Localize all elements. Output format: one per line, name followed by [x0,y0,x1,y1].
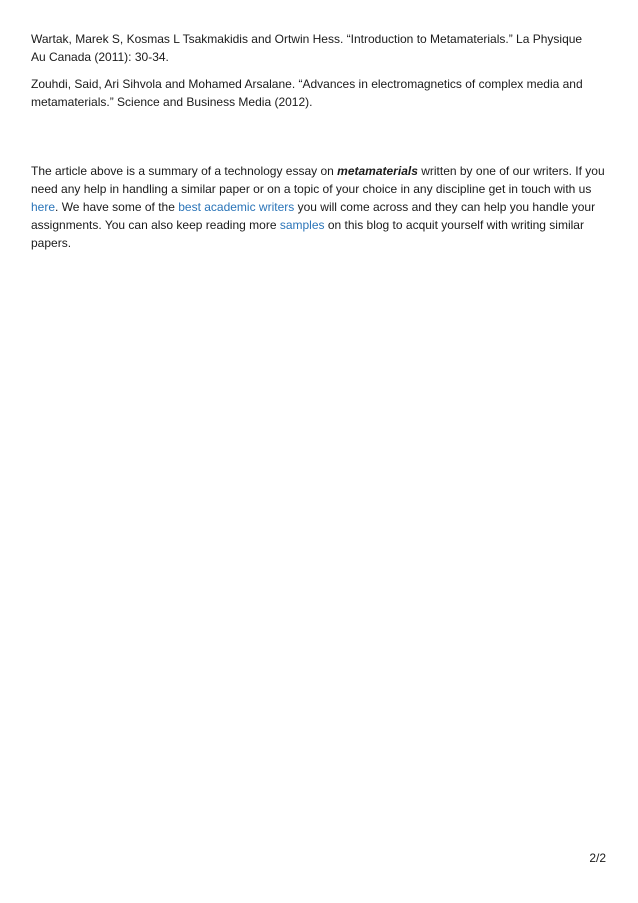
summary-text-part: on this blog to acquit yourself with writing similar papers. [31,218,584,250]
summary-text-part: The article above is a summary of a technology essay on [31,164,338,178]
summary-paragraph [31,162,621,252]
samples-link[interactable]: samples [279,218,325,232]
summary-text-part: written by one of our writers. If you need any help in handling a similar paper or on a topic of your choice in any discipline get in touch with us [31,164,605,196]
summary-text-part: you will come across and they can help you handle your assignments. You can also keep reading more [31,200,596,232]
summary-text [31,162,621,252]
references-section [31,30,591,120]
page-number: 2/2 [589,851,606,865]
summary-text-part: . We have some of the [55,200,179,214]
contact-here-link[interactable]: here [31,200,56,214]
reference-entry: Wartak, Marek S, Kosmas L Tsakmakidis and Ortwin Hess. “Introduction to Metamaterials.” La Physique Au Canada (2011): 30-34. [31,32,583,64]
best-academic-writers-link[interactable]: best academic writers [178,200,295,214]
topic-keyword: metamaterials [337,164,418,178]
reference-entry: Zouhdi, Said, Ari Sihvola and Mohamed Arsalane. “Advances in electromagnetics of complex media and metamaterials.” Science and Business Media (2012). [31,77,583,109]
